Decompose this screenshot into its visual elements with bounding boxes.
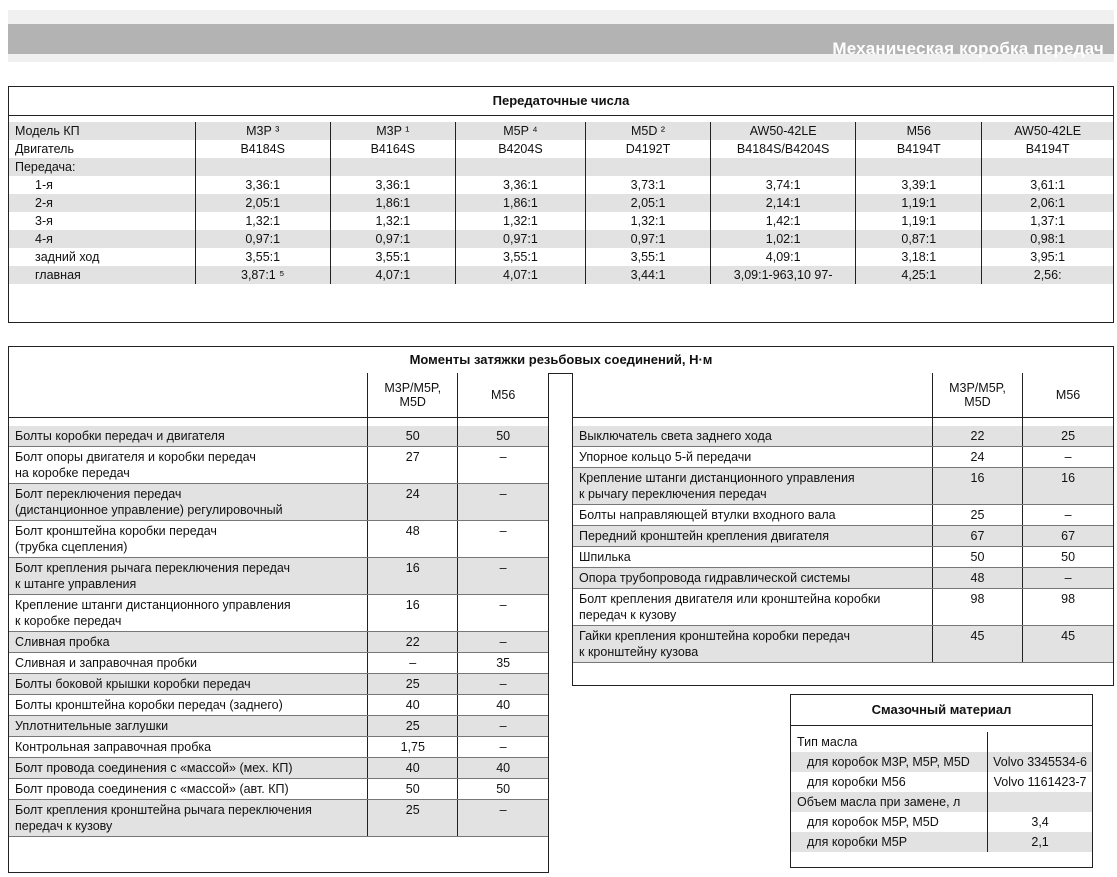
torque-label: Крепление штанги дистанционного управления к рычагу переключения передач [573, 468, 932, 505]
gear-ratio-grid [9, 122, 1113, 284]
torque-value-m3p: 27 [368, 447, 458, 484]
torque-header-row [9, 373, 548, 418]
torque-value-m56: – [1023, 568, 1113, 589]
torque-value-m56: – [458, 674, 548, 695]
gear-ratio-value: 1,32:1 [195, 212, 330, 230]
lubricant-label: для коробок M3P, M5P, M5D [791, 752, 988, 772]
gear-ratio-value: 0,97:1 [330, 230, 455, 248]
torque-label: Гайки крепления кронштейна коробки передач к кронштейну кузова [573, 626, 932, 663]
lubricant-value: Volvo 3345534-6 [988, 752, 1092, 772]
torque-title: Моменты затяжки резьбовых соединений, Н·м [9, 347, 1113, 374]
lubricant-label: Объем масла при замене, л [791, 792, 988, 812]
torque-value-m3p: 24 [932, 447, 1022, 468]
torque-col-m3p-header: M3P/M5P, M5D [368, 373, 458, 418]
torque-value-m56: 50 [458, 779, 548, 800]
torque-label: Опора трубопровода гидравлической системы [573, 568, 932, 589]
torque-value-m56: 45 [1023, 626, 1113, 663]
gear-ratio-value: 3,61:1 [982, 176, 1113, 194]
gear-ratio-value: 2,05:1 [195, 194, 330, 212]
gear-ratio-label: задний ход [35, 250, 100, 264]
torque-value-m3p: 45 [932, 626, 1022, 663]
gear-ratio-label: главная [9, 266, 195, 284]
torque-value-m56: – [458, 484, 548, 521]
torque-label: Болт переключения передач (дистанционное управление) регулировочный [9, 484, 368, 521]
gear-ratio-row [9, 158, 1113, 176]
torque-row [9, 632, 548, 653]
torque-right [572, 373, 1114, 686]
gear-ratio-value: 3,55:1 [585, 248, 710, 266]
lubricant-label: для коробки M56 [807, 775, 906, 789]
torque-value-m56: 67 [1023, 526, 1113, 547]
lubricant-value: 2,1 [988, 832, 1092, 852]
lubricant-value [988, 792, 1092, 812]
header-bar [8, 10, 1114, 62]
torque-row [9, 521, 548, 558]
torque-row [9, 484, 548, 521]
gear-ratio-value: 0,97:1 [455, 230, 585, 248]
torque-value-m56: 40 [458, 695, 548, 716]
torque-value-m3p: 40 [368, 695, 458, 716]
torque-label: Передний кронштейн крепления двигателя [573, 526, 932, 547]
gear-ratio-title: Передаточные числа [9, 87, 1113, 116]
torque-row [573, 547, 1113, 568]
gear-ratio-value: 1,32:1 [330, 212, 455, 230]
gear-ratio-label: Передача: [9, 158, 195, 176]
gear-ratio-value: D4192T [585, 140, 710, 158]
gear-ratio-value: 1,32:1 [585, 212, 710, 230]
torque-value-m3p: 16 [932, 468, 1022, 505]
torque-value-m3p: 25 [368, 800, 458, 837]
gear-ratio-value: 1,37:1 [982, 212, 1113, 230]
torque-value-m56: – [458, 737, 548, 758]
gear-ratio-value [585, 158, 710, 176]
lubricant-title: Смазочный материал [791, 695, 1092, 726]
gear-ratio-value: 0,97:1 [585, 230, 710, 248]
torque-label: Болт крепления кронштейна рычага переключения передач к кузову [9, 800, 368, 837]
torque-label: Болты направляющей втулки входного вала [573, 505, 932, 526]
torque-value-m3p: 48 [932, 568, 1022, 589]
torque-left [8, 373, 549, 873]
torque-label: Упорное кольцо 5-й передачи [573, 447, 932, 468]
torque-value-m3p: – [368, 653, 458, 674]
torque-value-m3p: 22 [368, 632, 458, 653]
gear-ratio-value: 2,56: [982, 266, 1113, 284]
gear-ratio-value: 3,55:1 [330, 248, 455, 266]
torque-row [9, 737, 548, 758]
gear-ratio-row [9, 194, 1113, 212]
gear-ratio-label: Двигатель [15, 142, 74, 156]
gear-ratio-value: M3P ³ [195, 122, 330, 140]
torque-header-row [573, 373, 1113, 418]
gear-ratio-label: 3-я [35, 214, 53, 228]
lubricant-value: Volvo 1161423-7 [988, 772, 1092, 792]
gear-ratio-value: 3,55:1 [455, 248, 585, 266]
gear-ratio-row [9, 266, 1113, 284]
gear-ratio-value: B4204S [455, 140, 585, 158]
torque-row [9, 800, 548, 837]
page-title: Механическая коробка передач [832, 39, 1104, 58]
gear-ratio-label: Модель КП [9, 122, 195, 140]
gear-ratio-row [9, 212, 1113, 230]
gear-ratio-value [711, 158, 856, 176]
torque-label: Болты боковой крышки коробки передач [9, 674, 368, 695]
torque-label: Болт крепления двигателя или кронштейна коробки передач к кузову [573, 589, 932, 626]
gear-ratio-value: B4194T [982, 140, 1113, 158]
torque-header-blank [573, 373, 932, 418]
torque-header-blank [9, 373, 368, 418]
torque-value-m56: – [1023, 447, 1113, 468]
torque-value-m3p: 50 [368, 779, 458, 800]
torque-row [9, 674, 548, 695]
torque-col-m56-header: M56 [458, 373, 548, 418]
torque-col-m3p-header: M3P/M5P, M5D [932, 373, 1022, 418]
torque-label: Сливная пробка [9, 632, 368, 653]
gear-ratio-row [9, 248, 1113, 266]
torque-value-m56: 98 [1023, 589, 1113, 626]
torque-row [573, 426, 1113, 447]
gear-ratio-row [9, 140, 1113, 158]
torque-value-m56: 40 [458, 758, 548, 779]
torque-value-m3p: 50 [932, 547, 1022, 568]
gear-ratio-value: B4164S [330, 140, 455, 158]
gear-ratio-value: M5P ⁴ [455, 122, 585, 140]
lubricant-row [791, 812, 1092, 832]
torque-label: Болты кронштейна коробки передач (заднего) [9, 695, 368, 716]
torque-label: Контрольная заправочная пробка [9, 737, 368, 758]
gear-ratio-value: 1,86:1 [455, 194, 585, 212]
gear-ratio-value: B4184S/B4204S [711, 140, 856, 158]
torque-value-m3p: 22 [932, 426, 1022, 447]
gear-ratio-value: 3,73:1 [585, 176, 710, 194]
torque-right-grid [573, 373, 1113, 663]
gear-ratio-value: 3,87:1 ⁵ [195, 266, 330, 284]
torque-value-m3p: 1,75 [368, 737, 458, 758]
gear-ratio-value: 3,55:1 [195, 248, 330, 266]
gear-ratio-value: 1,19:1 [856, 212, 982, 230]
gear-ratio-label: 4-я [9, 230, 195, 248]
torque-label: Болт провода соединения с «массой» (авт. КП) [9, 779, 368, 800]
torque-row [9, 595, 548, 632]
gear-ratio-value: 3,36:1 [195, 176, 330, 194]
gear-ratio-value: 1,19:1 [856, 194, 982, 212]
lubricant-label: для коробки M5P [791, 832, 988, 852]
gear-ratio-value: 4,09:1 [711, 248, 856, 266]
torque-row [9, 758, 548, 779]
torque-label: Крепление штанги дистанционного управления к коробке передач [9, 595, 368, 632]
torque-value-m56: 50 [458, 426, 548, 447]
torque-value-m56: – [458, 632, 548, 653]
torque-value-m3p: 24 [368, 484, 458, 521]
torque-row [573, 447, 1113, 468]
gear-ratio-value: 3,95:1 [982, 248, 1113, 266]
gear-ratio-value: 4,07:1 [455, 266, 585, 284]
gear-ratio-value: 4,07:1 [330, 266, 455, 284]
gear-ratio-value: M5D ² [585, 122, 710, 140]
torque-label: Шпилька [573, 547, 932, 568]
torque-value-m56: – [458, 716, 548, 737]
torque-value-m3p: 40 [368, 758, 458, 779]
lubricant-label: Тип масла [797, 735, 858, 749]
lubricant-label: для коробок M5P, M5D [807, 815, 939, 829]
torque-value-m56: – [458, 558, 548, 595]
torque-row [573, 526, 1113, 547]
gear-ratio-value [455, 158, 585, 176]
lubricant-row [791, 792, 1092, 812]
torque-value-m3p: 67 [932, 526, 1022, 547]
torque-value-m56: 25 [1023, 426, 1113, 447]
torque-row [573, 589, 1113, 626]
gear-ratio-value: 1,32:1 [455, 212, 585, 230]
gear-ratio-row [9, 176, 1113, 194]
torque-value-m56: – [458, 800, 548, 837]
torque-value-m3p: 16 [368, 595, 458, 632]
torque-row [573, 626, 1113, 663]
gear-ratio-value [856, 158, 982, 176]
gear-ratio-value: 1,42:1 [711, 212, 856, 230]
torque-value-m3p: 48 [368, 521, 458, 558]
gear-ratio-value: 3,36:1 [330, 176, 455, 194]
lubricant-row [791, 732, 1092, 752]
torque-value-m56: – [1023, 505, 1113, 526]
gear-ratio-value: 3,39:1 [856, 176, 982, 194]
gear-ratio-value: 3,18:1 [856, 248, 982, 266]
torque-row [9, 779, 548, 800]
gear-ratio-value: 1,86:1 [330, 194, 455, 212]
torque-row [9, 558, 548, 595]
torque-row [9, 426, 548, 447]
gear-ratio-label: 1-я [35, 178, 53, 192]
lubricant-grid [791, 732, 1092, 852]
gear-ratio-value: 4,25:1 [856, 266, 982, 284]
torque-row [573, 568, 1113, 589]
torque-label: Болт кронштейна коробки передач (трубка сцепления) [9, 521, 368, 558]
lubricant-row [791, 752, 1092, 772]
torque-value-m3p: 50 [368, 426, 458, 447]
torque-label: Болт опоры двигателя и коробки передач на коробке передач [9, 447, 368, 484]
gear-ratio-value: 3,09:1-963,10 97- [711, 266, 856, 284]
lubricant-row [791, 832, 1092, 852]
gear-ratio-value [195, 158, 330, 176]
torque-value-m56: – [458, 595, 548, 632]
torque-value-m3p: 98 [932, 589, 1022, 626]
gear-ratio-value: 2,05:1 [585, 194, 710, 212]
gear-ratio-value: AW50-42LE [982, 122, 1113, 140]
gear-ratio-value: 2,06:1 [982, 194, 1113, 212]
gear-ratio-row [9, 230, 1113, 248]
gear-ratio-value: 2,14:1 [711, 194, 856, 212]
gear-ratio-label: 2-я [9, 194, 195, 212]
torque-value-m56: – [458, 521, 548, 558]
torque-label: Болты коробки передач и двигателя [9, 426, 368, 447]
torque-label: Болт крепления рычага переключения передач к штанге управления [9, 558, 368, 595]
header-band [8, 24, 1114, 58]
torque-value-m56: 50 [1023, 547, 1113, 568]
torque-row [9, 716, 548, 737]
gear-ratio-value: 0,97:1 [195, 230, 330, 248]
gear-ratio-value: M3P ¹ [330, 122, 455, 140]
torque-row [9, 695, 548, 716]
torque-value-m3p: 25 [368, 716, 458, 737]
gear-ratio-value: B4194T [856, 140, 982, 158]
gear-ratio-value: 3,74:1 [711, 176, 856, 194]
torque-row [9, 653, 548, 674]
gear-ratio-value: 0,87:1 [856, 230, 982, 248]
lubricant-value [988, 732, 1092, 752]
torque-value-m3p: 25 [932, 505, 1022, 526]
gear-ratio-value: 3,36:1 [455, 176, 585, 194]
gear-ratio-row [9, 122, 1113, 140]
gear-ratio-value: AW50-42LE [711, 122, 856, 140]
torque-label: Болт провода соединения с «массой» (мех. КП) [9, 758, 368, 779]
torque-row [573, 468, 1113, 505]
torque-value-m56: – [458, 447, 548, 484]
gear-ratio-value: M56 [856, 122, 982, 140]
torque-row [9, 447, 548, 484]
gear-ratio-value: 1,02:1 [711, 230, 856, 248]
lubricant-table [790, 694, 1093, 868]
lubricant-row [791, 772, 1092, 792]
torque-label: Сливная и заправочная пробки [9, 653, 368, 674]
torque-value-m56: 35 [458, 653, 548, 674]
gear-ratio-value [982, 158, 1113, 176]
torque-row [573, 505, 1113, 526]
torque-value-m3p: 16 [368, 558, 458, 595]
torque-col-m56-header: M56 [1023, 373, 1113, 418]
torque-label: Выключатель света заднего хода [573, 426, 932, 447]
torque-value-m56: 16 [1023, 468, 1113, 505]
torque-value-m3p: 25 [368, 674, 458, 695]
torque-left-grid [9, 373, 548, 837]
gear-ratio-value: B4184S [195, 140, 330, 158]
gear-ratio-table [8, 86, 1114, 323]
gear-ratio-value: 3,44:1 [585, 266, 710, 284]
torque-label: Уплотнительные заглушки [9, 716, 368, 737]
gear-ratio-value [330, 158, 455, 176]
gear-ratio-value: 0,98:1 [982, 230, 1113, 248]
lubricant-value: 3,4 [988, 812, 1092, 832]
